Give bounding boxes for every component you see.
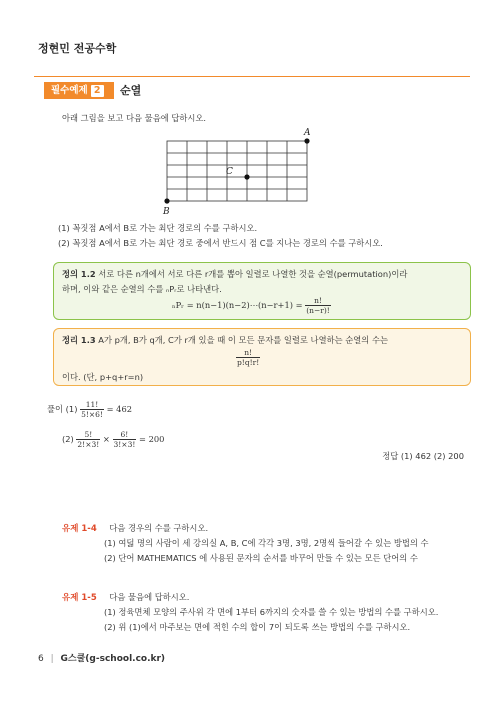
definition-text-1: 서로 다른 n개에서 서로 다른 r개를 뽑아 일렬로 나열한 것을 순열(permutation)이라	[98, 269, 408, 279]
definition-line-2: 하며, 이와 같은 순열의 수를 ₙPᵣ로 나타낸다.	[62, 284, 222, 294]
theorem-formula-num: n!	[236, 348, 260, 358]
solution-p1-fraction	[80, 400, 104, 419]
solution-p2-den-1: 2!×3!	[77, 440, 100, 449]
example-intro: 아래 그림을 보고 다음 물음에 답하시오.	[62, 113, 207, 123]
solution-p1-num: 11!	[80, 400, 104, 410]
solution-p2-result: = 200	[139, 434, 165, 444]
problem-1-4-item-2: (2) 단어 MATHEMATICS 에 사용된 문자의 순서를 바꾸어 만들 수 있는 모든 단어의 수	[104, 553, 418, 563]
theorem-label: 정리 1.3	[62, 335, 96, 345]
point-a	[304, 138, 309, 143]
problem-1-4-header	[62, 522, 208, 534]
lattice-grid-figure	[150, 124, 330, 220]
theorem-formula-fraction	[236, 348, 260, 367]
example-title: 순열	[120, 84, 142, 97]
example-tag-label: 필수예제	[51, 85, 88, 96]
solution-p2-prefix: (2)	[62, 434, 74, 444]
solution-answer: 정답 (1) 462 (2) 200	[382, 451, 464, 461]
question-2: (2) 꼭짓점 A에서 B로 가는 최단 경로 중에서 반드시 점 C를 지나는 경로의 수를 구하시오.	[58, 238, 383, 248]
theorem-line-1	[62, 334, 388, 346]
definition-formula-den: (n−r)!	[306, 306, 330, 315]
footer-separator: |	[50, 654, 54, 664]
page-footer	[38, 651, 165, 664]
solution-p1-den: 5!×6!	[81, 410, 103, 419]
problem-1-4-text: 다음 경우의 수를 구하시오.	[109, 523, 209, 533]
solution-p2-den-2: 3!×3!	[113, 440, 136, 449]
solution-p2-fraction-2	[113, 430, 137, 449]
header-rule	[34, 76, 470, 77]
solution-p2-times: ×	[102, 434, 110, 444]
solution-label: 풀이	[47, 404, 64, 414]
solution-p1-result: = 462	[106, 404, 133, 414]
definition-formula-lhs: ₙPᵣ = n(n−1)(n−2)⋯(n−r+1) =	[172, 300, 303, 310]
problem-1-5-header	[62, 591, 189, 603]
running-header: 정현민 전공수학	[38, 42, 117, 55]
point-b	[164, 198, 169, 203]
definition-formula-num: n!	[305, 296, 331, 306]
footer-brand: G스쿨(g-school.co.kr)	[60, 654, 166, 664]
label-b: B	[163, 207, 170, 217]
problem-1-5-text: 다음 물음에 답하시오.	[109, 592, 190, 602]
solution-p1-prefix: (1)	[65, 404, 78, 414]
grid-lines	[167, 141, 307, 201]
theorem-text-1: A가 p개, B가 q개, C가 r개 있을 때 이 모든 문자를 일렬로 나열하는 순열의 수는	[98, 335, 388, 345]
label-c: C	[226, 167, 233, 177]
solution-p2-num-2: 6!	[113, 430, 137, 440]
point-c	[244, 174, 249, 179]
solution-p2-num-1: 5!	[76, 430, 100, 440]
problem-1-4-item-1: (1) 여덟 명의 사람이 세 강의실 A, B, C에 각각 3명, 3명, 2명씩 들어갈 수 있는 방법의 수	[104, 538, 429, 548]
example-tag	[44, 82, 114, 99]
problem-1-5-label: 유제 1-5	[62, 593, 97, 603]
example-number: 2	[91, 85, 104, 97]
definition-label: 정의 1.2	[62, 269, 96, 279]
solution-part-1	[47, 400, 132, 419]
question-1: (1) 꼭짓점 A에서 B로 가는 최단 경로의 수를 구하시오.	[58, 223, 258, 233]
theorem-line-2: 이다. (단, p+q+r=n)	[62, 372, 144, 382]
problem-1-5-item-1: (1) 정육면체 모양의 주사위 각 면에 1부터 6까지의 숫자를 쓸 수 있는 방법의 수를 구하시오.	[104, 607, 439, 617]
theorem-formula	[236, 347, 260, 367]
page-number: 6	[38, 654, 44, 664]
theorem-formula-den: p!q!r!	[237, 358, 260, 367]
definition-line-1	[62, 268, 407, 280]
definition-formula	[172, 296, 331, 315]
problem-1-4-label: 유제 1-4	[62, 524, 97, 534]
label-a: A	[304, 128, 311, 138]
solution-p2-fraction-1	[76, 430, 100, 449]
definition-formula-fraction	[305, 296, 331, 315]
problem-1-5-item-2: (2) 위 (1)에서 마주보는 면에 적힌 수의 합이 7이 되도록 쓰는 방법의 수를 구하시오.	[104, 622, 411, 632]
solution-part-2	[62, 430, 164, 449]
